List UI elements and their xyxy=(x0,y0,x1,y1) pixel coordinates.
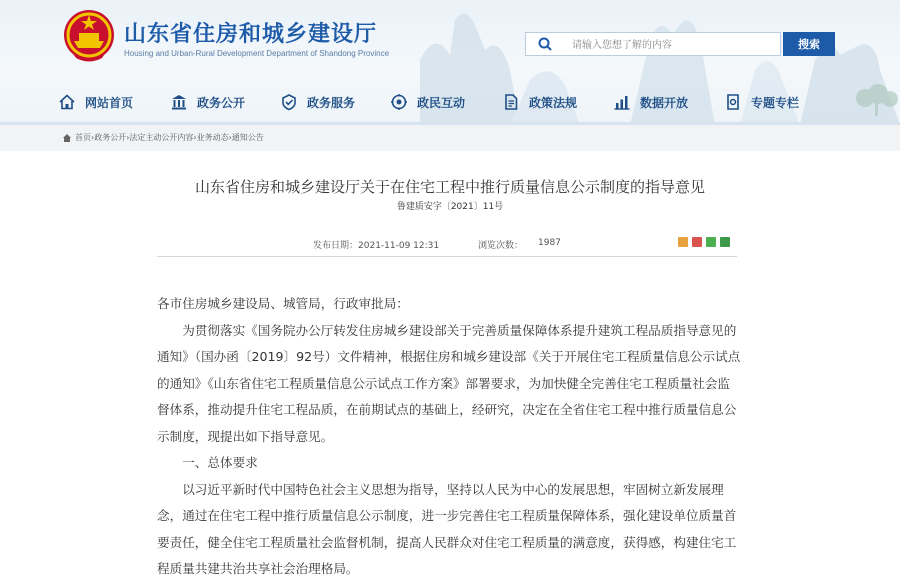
site-subtitle: Housing and Urban-Rural Development Department of Shandong Province xyxy=(124,49,390,58)
publish-date xyxy=(313,238,439,251)
site-title: 山东省住房和城乡建设厅 xyxy=(124,22,378,47)
nav-item-home[interactable] xyxy=(58,90,133,114)
share-more-icon[interactable] xyxy=(720,237,730,247)
share-qzone-icon[interactable] xyxy=(692,237,702,247)
nav-label-special-topics: 专题专栏 xyxy=(751,95,800,110)
nav-label-interaction: 政民互动 xyxy=(417,95,466,110)
share-wechat-icon[interactable] xyxy=(706,237,716,247)
nav-label-government-affairs: 政务公开 xyxy=(197,95,246,110)
search-input[interactable] xyxy=(570,35,774,55)
search-box xyxy=(525,32,781,56)
nav-item-policies[interactable] xyxy=(502,90,577,114)
paragraph-requirements: 以习近平新时代中国特色社会主义思想为指导，坚持以人民为中心的发展思想，牢固树立新发展理念，通过在住宅工程中推行质量信息公示制度，进一步完善住宅工程质量保障体系，强化建设单位质量首要责任，健全住宅工程质量社会监督机制，提高人民群众对住宅工程质量的满意度，获得感，构建住宅工程质量共建共治共享社会治理格局。 xyxy=(157,481,737,576)
document-number: 鲁建质安字〔2021〕11号 xyxy=(396,202,504,212)
site-header xyxy=(0,0,900,125)
national-emblem-logo xyxy=(62,8,116,66)
share-weibo-icon[interactable] xyxy=(678,237,688,247)
breadcrumb[interactable]: 首页›政务公开›法定主动公开内容›业务动态›通知公告 xyxy=(75,133,264,142)
article-title: 山东省住房和城乡建设厅关于在住宅工程中推行质量信息公示制度的指导意见 xyxy=(194,178,705,196)
section-heading: 一、总体要求 xyxy=(182,455,258,470)
publish-date-label: 发布日期： xyxy=(313,241,359,251)
nav-item-interaction[interactable] xyxy=(390,90,465,114)
nav-item-government-affairs[interactable] xyxy=(170,90,245,114)
views-label: 浏览次数： xyxy=(478,241,524,251)
chart-icon xyxy=(613,93,631,111)
building-icon xyxy=(170,93,188,111)
nav-item-government-services[interactable] xyxy=(280,90,355,114)
nav-item-open-data[interactable] xyxy=(613,90,688,114)
search-icon xyxy=(538,37,552,51)
breadcrumb-bar xyxy=(0,125,900,151)
share-buttons xyxy=(678,237,730,247)
publish-date-value: 2021-11-09 12:31 xyxy=(358,241,440,251)
service-icon xyxy=(280,93,298,111)
search-button[interactable]: 搜索 xyxy=(783,32,835,56)
meta-divider xyxy=(157,256,737,257)
topic-icon xyxy=(724,93,742,111)
document-icon xyxy=(502,93,520,111)
nav-label-home: 网站首页 xyxy=(85,95,134,110)
home-icon xyxy=(62,133,72,143)
article-body xyxy=(157,291,741,583)
interaction-icon xyxy=(390,93,408,111)
paragraph-intro: 为贯彻落实《国务院办公厅转发住房城乡建设部关于完善质量保障体系提升建筑工程品质指导意见的通知》（国办函〔2019〕92号）文件精神，根据住房和城乡建设部《关于开展住宅工程质量信息公示试点的通知》《山东省住宅工程质量信息公示试点工作方案》部署要求，为加快健全完善住宅工程质量社会监督体系，推动提升住宅工程品质，在前期试点的基础上，经研究，决定在全省住宅工程中推行质量信息公示制度，现提出如下指导意见。 xyxy=(157,322,741,444)
nav-label-open-data: 数据开放 xyxy=(640,95,689,110)
nav-label-policies: 政策法规 xyxy=(529,95,578,110)
home-icon xyxy=(58,93,76,111)
nav-item-special-topics[interactable] xyxy=(724,90,799,114)
nav-label-government-services: 政务服务 xyxy=(307,95,356,110)
salutation: 各市住房城乡建设局、城管局，行政审批局： xyxy=(157,296,409,311)
views-count: 1987 xyxy=(538,238,561,248)
